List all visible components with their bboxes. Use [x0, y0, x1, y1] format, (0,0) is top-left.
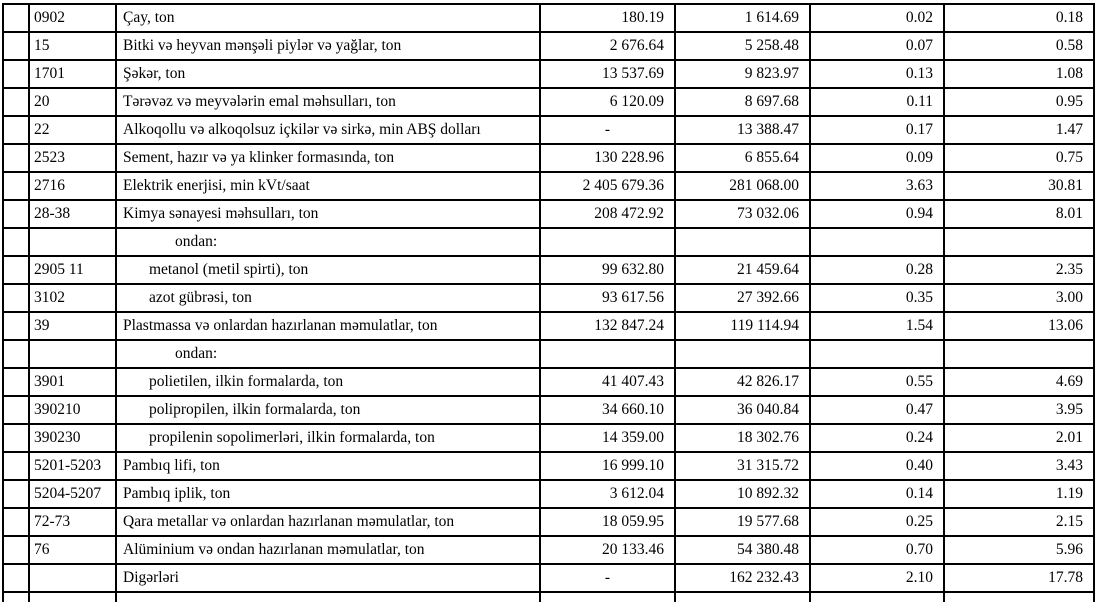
row-margin-cell [3, 340, 29, 368]
hs-code-cell: 2523 [29, 144, 116, 172]
row-margin-cell [3, 564, 29, 592]
row-margin-cell [3, 4, 29, 32]
row-margin-cell [3, 536, 29, 564]
row-margin-cell [3, 592, 29, 602]
value-col3-cell: 0.07 [810, 32, 944, 60]
table-row [3, 4, 1094, 32]
value-col1-cell: 130 228.96 [540, 144, 675, 172]
commodity-name-cell: Çay, ton [116, 4, 540, 32]
table-row [3, 452, 1094, 480]
hs-code-cell: 1701 [29, 60, 116, 88]
value-col4-cell: 0.95 [944, 88, 1094, 116]
value-col3-cell: 0.17 [810, 116, 944, 144]
row-margin-cell [3, 200, 29, 228]
value-col4-cell: 3.43 [944, 452, 1094, 480]
hs-code-cell: 22 [29, 116, 116, 144]
value-col2-cell: 42 826.17 [675, 368, 810, 396]
value-col1-cell: 6 120.09 [540, 88, 675, 116]
value-col2-cell: 21 459.64 [675, 256, 810, 284]
hs-code-cell: 72-73 [29, 508, 116, 536]
value-col2-cell: 31 315.72 [675, 452, 810, 480]
value-col2-cell: 73 032.06 [675, 200, 810, 228]
value-col2-cell [675, 340, 810, 368]
row-margin-cell [3, 60, 29, 88]
value-col3-cell: 0.02 [810, 4, 944, 32]
value-col1-cell: 3 612.04 [540, 480, 675, 508]
row-margin-cell [3, 480, 29, 508]
row-margin-cell [3, 424, 29, 452]
commodity-name-cell: Pambıq iplik, ton [116, 480, 540, 508]
table-row [3, 144, 1094, 172]
value-col1-cell: 20 133.46 [540, 536, 675, 564]
commodity-name-cell: propilenin sopolimerləri, ilkin formalarda, ton [116, 424, 540, 452]
value-col1-cell: 208 472.92 [540, 200, 675, 228]
row-margin-cell [3, 32, 29, 60]
commodity-name-cell: Digərləri [116, 564, 540, 592]
commodity-name-cell: Qara metallar və onlardan hazırlanan məmulatlar, ton [116, 508, 540, 536]
commodity-name-cell: Alüminium və ondan hazırlanan məmulatlar, ton [116, 536, 540, 564]
value-col1-cell: 180.19 [540, 4, 675, 32]
document-page [2, 3, 1095, 602]
trade-statistics-table [2, 3, 1095, 602]
value-col4-cell: 2.15 [944, 508, 1094, 536]
hs-code-cell [29, 564, 116, 592]
hs-code-cell: 5204-5207 [29, 480, 116, 508]
hs-code-cell [29, 228, 116, 256]
value-col1-cell: 132 847.24 [540, 312, 675, 340]
hs-code-cell: 390210 [29, 396, 116, 424]
value-col4-cell: 30.81 [944, 172, 1094, 200]
row-margin-cell [3, 228, 29, 256]
value-col3-cell: 1.54 [810, 312, 944, 340]
value-col4-cell [944, 228, 1094, 256]
commodity-name-cell: Sement, hazır və ya klinker formasında, ton [116, 144, 540, 172]
value-col4-cell: 1.08 [944, 60, 1094, 88]
value-col1-cell: - [540, 564, 675, 592]
value-col3-cell: 0.13 [810, 60, 944, 88]
row-margin-cell [3, 312, 29, 340]
value-col1-cell: 16 999.10 [540, 452, 675, 480]
table-row [3, 564, 1094, 592]
table-row [3, 172, 1094, 200]
value-col1-cell: - [540, 116, 675, 144]
hs-code-cell: 3901 [29, 368, 116, 396]
commodity-name-cell [116, 592, 540, 602]
table-row [3, 536, 1094, 564]
value-col1-cell: 41 407.43 [540, 368, 675, 396]
value-col3-cell: 0.09 [810, 144, 944, 172]
value-col4-cell: 3.95 [944, 396, 1094, 424]
commodity-name-cell: Elektrik enerjisi, min kVt/saat [116, 172, 540, 200]
commodity-name-cell: Kimya sənayesi məhsulları, ton [116, 200, 540, 228]
value-col2-cell: 18 302.76 [675, 424, 810, 452]
table-body [3, 4, 1094, 602]
value-col4-cell: 0.58 [944, 32, 1094, 60]
row-margin-cell [3, 508, 29, 536]
table-row-partial [3, 592, 1094, 602]
row-margin-cell [3, 144, 29, 172]
table-row [3, 284, 1094, 312]
hs-code-cell: 15 [29, 32, 116, 60]
value-col4-cell: 13.06 [944, 312, 1094, 340]
value-col3-cell: 3.63 [810, 172, 944, 200]
value-col2-cell: 5 258.48 [675, 32, 810, 60]
hs-code-cell: 20 [29, 88, 116, 116]
hs-code-cell [29, 592, 116, 602]
value-col4-cell: 5.96 [944, 536, 1094, 564]
table-row [3, 368, 1094, 396]
value-col2-cell: 19 577.68 [675, 508, 810, 536]
hs-code-cell: 39 [29, 312, 116, 340]
table-row [3, 116, 1094, 144]
value-col4-cell: 2.35 [944, 256, 1094, 284]
table-row [3, 340, 1094, 368]
commodity-name-cell: polietilen, ilkin formalarda, ton [116, 368, 540, 396]
value-col1-cell [540, 228, 675, 256]
value-col3-cell [810, 228, 944, 256]
hs-code-cell: 2716 [29, 172, 116, 200]
table-row [3, 424, 1094, 452]
commodity-name-cell: Plastmassa və onlardan hazırlanan məmulatlar, ton [116, 312, 540, 340]
table-row [3, 228, 1094, 256]
value-col4-cell: 1.47 [944, 116, 1094, 144]
value-col1-cell [540, 592, 675, 602]
table-row [3, 508, 1094, 536]
value-col2-cell: 162 232.43 [675, 564, 810, 592]
commodity-name-cell: polipropilen, ilkin formalarda, ton [116, 396, 540, 424]
value-col2-cell: 13 388.47 [675, 116, 810, 144]
table-row [3, 200, 1094, 228]
value-col2-cell [675, 592, 810, 602]
value-col4-cell: 2.01 [944, 424, 1094, 452]
commodity-name-cell: ondan: [116, 228, 540, 256]
value-col4-cell: 0.75 [944, 144, 1094, 172]
value-col1-cell: 2 676.64 [540, 32, 675, 60]
value-col4-cell: 4.69 [944, 368, 1094, 396]
value-col1-cell: 34 660.10 [540, 396, 675, 424]
table-row [3, 312, 1094, 340]
row-margin-cell [3, 88, 29, 116]
value-col2-cell: 36 040.84 [675, 396, 810, 424]
hs-code-cell: 28-38 [29, 200, 116, 228]
value-col3-cell [810, 592, 944, 602]
commodity-name-cell: azot gübrəsi, ton [116, 284, 540, 312]
row-margin-cell [3, 284, 29, 312]
table-row [3, 396, 1094, 424]
value-col4-cell: 17.78 [944, 564, 1094, 592]
table-row [3, 32, 1094, 60]
row-margin-cell [3, 256, 29, 284]
value-col2-cell: 281 068.00 [675, 172, 810, 200]
commodity-name-cell: Bitki və heyvan mənşəli piylər və yağlar, ton [116, 32, 540, 60]
commodity-name-cell: Tərəvəz və meyvələrin emal məhsulları, ton [116, 88, 540, 116]
value-col2-cell: 9 823.97 [675, 60, 810, 88]
value-col4-cell [944, 592, 1094, 602]
hs-code-cell: 76 [29, 536, 116, 564]
value-col4-cell: 0.18 [944, 4, 1094, 32]
table-row [3, 88, 1094, 116]
value-col3-cell: 0.24 [810, 424, 944, 452]
value-col1-cell: 18 059.95 [540, 508, 675, 536]
value-col2-cell: 54 380.48 [675, 536, 810, 564]
value-col3-cell: 2.10 [810, 564, 944, 592]
table-row [3, 60, 1094, 88]
row-margin-cell [3, 452, 29, 480]
table-row [3, 256, 1094, 284]
value-col1-cell: 14 359.00 [540, 424, 675, 452]
value-col3-cell: 0.11 [810, 88, 944, 116]
value-col4-cell: 8.01 [944, 200, 1094, 228]
value-col3-cell: 0.70 [810, 536, 944, 564]
commodity-name-cell: Pambıq lifi, ton [116, 452, 540, 480]
value-col1-cell [540, 340, 675, 368]
value-col3-cell: 0.28 [810, 256, 944, 284]
commodity-name-cell: Alkoqollu və alkoqolsuz içkilər və sirkə, min ABŞ dolları [116, 116, 540, 144]
value-col1-cell: 99 632.80 [540, 256, 675, 284]
value-col1-cell: 13 537.69 [540, 60, 675, 88]
value-col2-cell: 119 114.94 [675, 312, 810, 340]
value-col3-cell: 0.14 [810, 480, 944, 508]
value-col3-cell: 0.40 [810, 452, 944, 480]
hs-code-cell: 0902 [29, 4, 116, 32]
hs-code-cell: 2905 11 [29, 256, 116, 284]
row-margin-cell [3, 172, 29, 200]
value-col3-cell: 0.94 [810, 200, 944, 228]
value-col3-cell: 0.25 [810, 508, 944, 536]
row-margin-cell [3, 116, 29, 144]
value-col1-cell: 2 405 679.36 [540, 172, 675, 200]
value-col3-cell: 0.35 [810, 284, 944, 312]
value-col4-cell: 3.00 [944, 284, 1094, 312]
value-col2-cell: 10 892.32 [675, 480, 810, 508]
value-col2-cell: 6 855.64 [675, 144, 810, 172]
commodity-name-cell: metanol (metil spirti), ton [116, 256, 540, 284]
value-col1-cell: 93 617.56 [540, 284, 675, 312]
row-margin-cell [3, 396, 29, 424]
hs-code-cell: 390230 [29, 424, 116, 452]
hs-code-cell [29, 340, 116, 368]
value-col3-cell: 0.47 [810, 396, 944, 424]
value-col2-cell: 1 614.69 [675, 4, 810, 32]
value-col2-cell: 8 697.68 [675, 88, 810, 116]
commodity-name-cell: ondan: [116, 340, 540, 368]
hs-code-cell: 3102 [29, 284, 116, 312]
row-margin-cell [3, 368, 29, 396]
value-col3-cell: 0.55 [810, 368, 944, 396]
value-col2-cell [675, 228, 810, 256]
commodity-name-cell: Şəkər, ton [116, 60, 540, 88]
value-col2-cell: 27 392.66 [675, 284, 810, 312]
value-col4-cell [944, 340, 1094, 368]
value-col3-cell [810, 340, 944, 368]
value-col4-cell: 1.19 [944, 480, 1094, 508]
table-row [3, 480, 1094, 508]
hs-code-cell: 5201-5203 [29, 452, 116, 480]
